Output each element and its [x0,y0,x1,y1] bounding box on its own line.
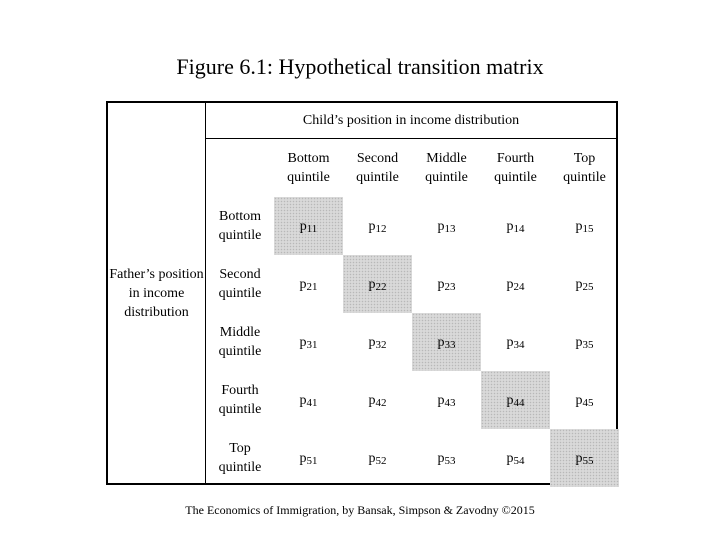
cell-symbol: p [506,218,514,234]
cell-symbol: p [299,218,307,234]
source-footer: The Economics of Immigration, by Bansak, Simpson & Zavodny ©2015 [185,503,535,517]
matrix-cell [481,255,550,313]
cell-subscript: 12 [375,222,387,235]
cell-subscript: 35 [582,338,594,351]
cell-subscript: 24 [513,280,525,293]
cell-symbol: p [299,450,307,466]
cell-subscript: 13 [444,222,456,235]
cell-symbol: p [299,276,307,292]
cell-symbol: p [437,334,445,350]
cell-subscript: 25 [582,280,594,293]
cell-subscript: 11 [306,222,318,235]
cell-symbol: p [575,276,583,292]
transition-matrix-table [106,101,618,485]
column-header: Second quintile [356,151,399,185]
cell-symbol: p [368,392,376,408]
cell-subscript: 54 [513,454,525,467]
cell-symbol: p [575,218,583,234]
row-header: Middle quintile [218,325,262,359]
cell-symbol: p [437,218,445,234]
matrix-cell-diagonal [412,313,481,371]
cell-subscript: 53 [444,454,456,467]
matrix-cell [274,255,343,313]
cell-subscript: 33 [444,338,456,351]
cell-subscript: 14 [513,222,525,235]
cell-symbol: p [506,392,514,408]
cell-symbol: p [437,450,445,466]
matrix-cell [343,371,412,429]
cell-subscript: 42 [375,396,387,409]
matrix-cell [412,197,481,255]
matrix-cell [343,197,412,255]
cell-subscript: 43 [444,396,456,409]
column-header: Bottom quintile [287,151,330,185]
cell-subscript: 21 [306,280,318,293]
cell-symbol: p [368,450,376,466]
cell-symbol: p [299,392,307,408]
matrix-cell-diagonal [550,429,619,487]
row-header: Fourth quintile [218,383,262,417]
father-position-header: Father’s position in income distribution [109,266,204,320]
matrix-cell-diagonal [481,371,550,429]
cell-symbol: p [575,450,583,466]
matrix-cell [274,313,343,371]
column-header: Top quintile [563,151,606,185]
cell-symbol: p [506,276,514,292]
cell-symbol: p [575,392,583,408]
cell-subscript: 31 [306,338,318,351]
cell-subscript: 32 [375,338,387,351]
matrix-cell [550,255,619,313]
column-header: Middle quintile [425,151,468,185]
cell-symbol: p [299,334,307,350]
cell-symbol: p [437,392,445,408]
matrix-cell [481,197,550,255]
cell-subscript: 45 [582,396,594,409]
row-header: Bottom quintile [218,209,262,243]
cell-subscript: 51 [306,454,318,467]
matrix-cell [550,197,619,255]
cell-subscript: 22 [375,280,387,293]
row-header: Top quintile [218,441,262,475]
column-header: Fourth quintile [494,151,537,185]
matrix-cell [274,371,343,429]
matrix-cell-diagonal [343,255,412,313]
matrix-cell [481,313,550,371]
matrix-cell [412,429,481,487]
matrix-cell [343,429,412,487]
matrix-cell [343,313,412,371]
cell-symbol: p [368,218,376,234]
row-header: Second quintile [218,267,262,301]
cell-subscript: 34 [513,338,525,351]
cell-symbol: p [506,334,514,350]
cell-symbol: p [575,334,583,350]
cell-subscript: 52 [375,454,387,467]
cell-subscript: 55 [582,454,594,467]
child-position-header: Child’s position in income distribution [302,112,520,128]
matrix-cell-diagonal [274,197,343,255]
figure-title: Figure 6.1: Hypothetical transition matrix [176,54,544,79]
cell-symbol: p [368,276,376,292]
cell-symbol: p [437,276,445,292]
matrix-cell [412,371,481,429]
cell-subscript: 41 [306,396,318,409]
matrix-cell [550,371,619,429]
cell-symbol: p [506,450,514,466]
cell-symbol: p [368,334,376,350]
matrix-cell [274,429,343,487]
matrix-cell [412,255,481,313]
matrix-cell [481,429,550,487]
matrix-cell [550,313,619,371]
cell-subscript: 23 [444,280,456,293]
cell-subscript: 44 [513,396,525,409]
cell-subscript: 15 [582,222,594,235]
